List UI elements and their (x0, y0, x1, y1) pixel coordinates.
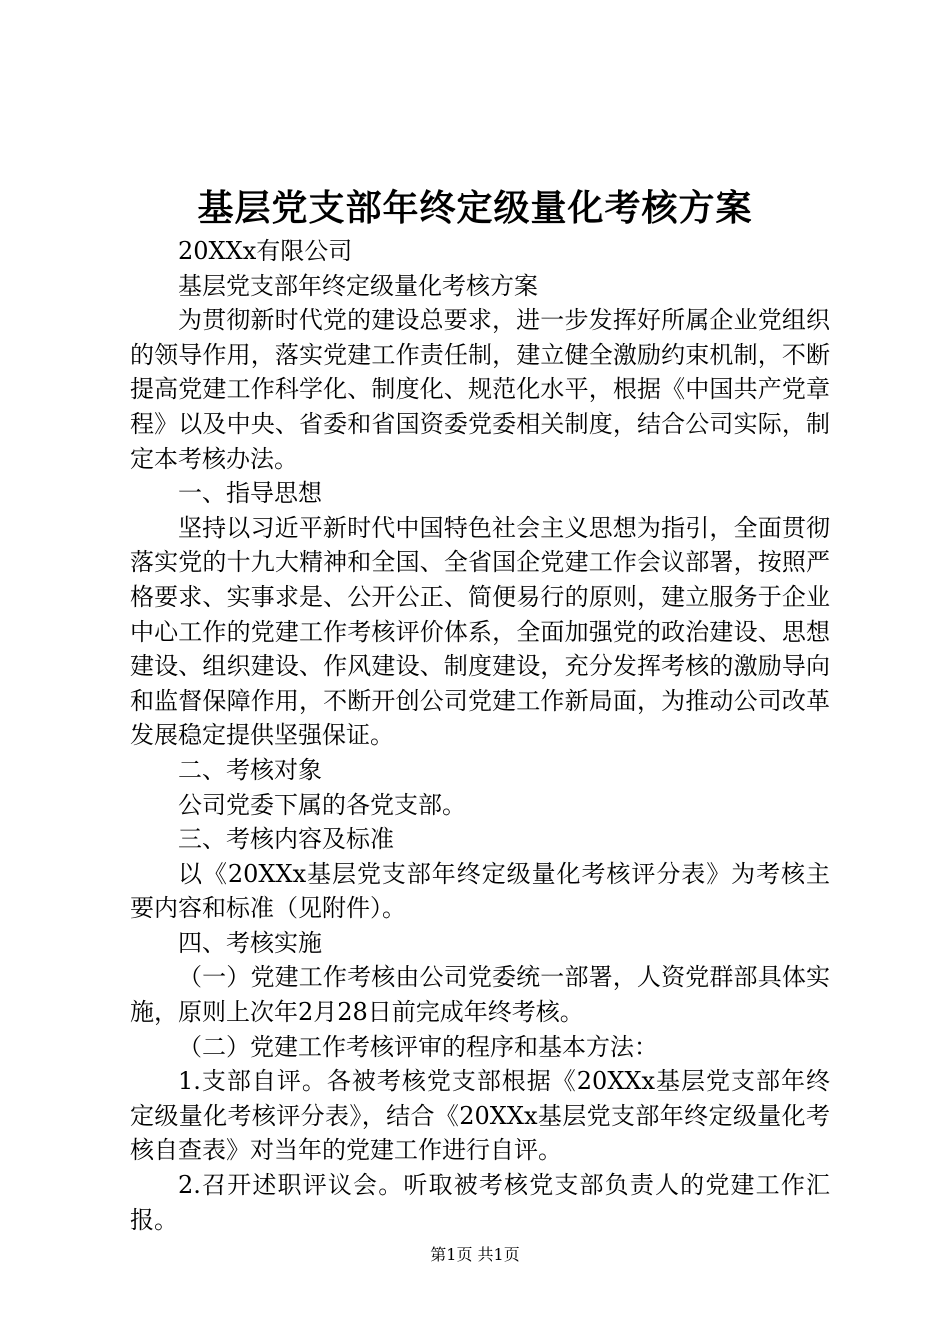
page-footer: 第1页 共1页 (430, 1245, 520, 1264)
guiding-ideology-paragraph: 坚持以习近平新时代中国特色社会主义思想为指引，全面贯彻落实党的十九大精神和全国、全省国企党建工作会议部署，按照严格要求、实事求是、公开公正、简便易行的原则，建立服务于企业中心工作的党建工作考核评价体系，全面加强党的政治建设、思想建设、组织建设、作风建设、制度建设，充分发挥考核的激励导向和监督保障作用，不断开创公司党建工作新局面，为推动公司改革发展稳定提供坚强保证。 (130, 513, 830, 750)
section-heading-implementation: 四、考核实施 (178, 928, 322, 957)
document-title: 基层党支部年终定级量化考核方案 (197, 187, 753, 229)
implementation-item-2: （二）党建工作考核评审的程序和基本方法： (178, 1032, 658, 1061)
procedure-step-2: 2.召开述职评议会。听取被考核党支部负责人的党建工作汇报。 (130, 1171, 830, 1234)
section-heading-content-standards: 三、考核内容及标准 (178, 825, 394, 854)
section-heading-guiding-ideology: 一、指导思想 (178, 479, 322, 508)
procedure-step-1: 1.支部自评。各被考核党支部根据《20XXx基层党支部年终定级量化考核评分表》，结合《20XXx基层党支部年终定级量化考核自查表》对当年的党建工作进行自评。 (130, 1067, 830, 1165)
section-heading-assessment-targets: 二、考核对象 (178, 755, 322, 784)
assessment-targets-paragraph: 公司党委下属的各党支部。 (178, 790, 466, 819)
plan-subtitle: 基层党支部年终定级量化考核方案 (178, 271, 538, 300)
content-standards-paragraph: 以《20XXx基层党支部年终定级量化考核评分表》为考核主要内容和标准（见附件）。 (130, 859, 830, 923)
company-name: 20XXx有限公司 (178, 237, 353, 265)
intro-paragraph: 为贯彻新时代党的建设总要求，进一步发挥好所属企业党组织的领导作用，落实党建工作责任制，建立健全激励约束机制，不断提高党建工作科学化、制度化、规范化水平，根据《中国共产党章程》以及中央、省委和省国资委党委相关制度，结合公司实际，制定本考核办法。 (130, 306, 830, 473)
implementation-item-1: （一）党建工作考核由公司党委统一部署，人资党群部具体实施，原则上次年2月28日前完成年终考核。 (130, 963, 830, 1027)
document-body (130, 234, 830, 1237)
